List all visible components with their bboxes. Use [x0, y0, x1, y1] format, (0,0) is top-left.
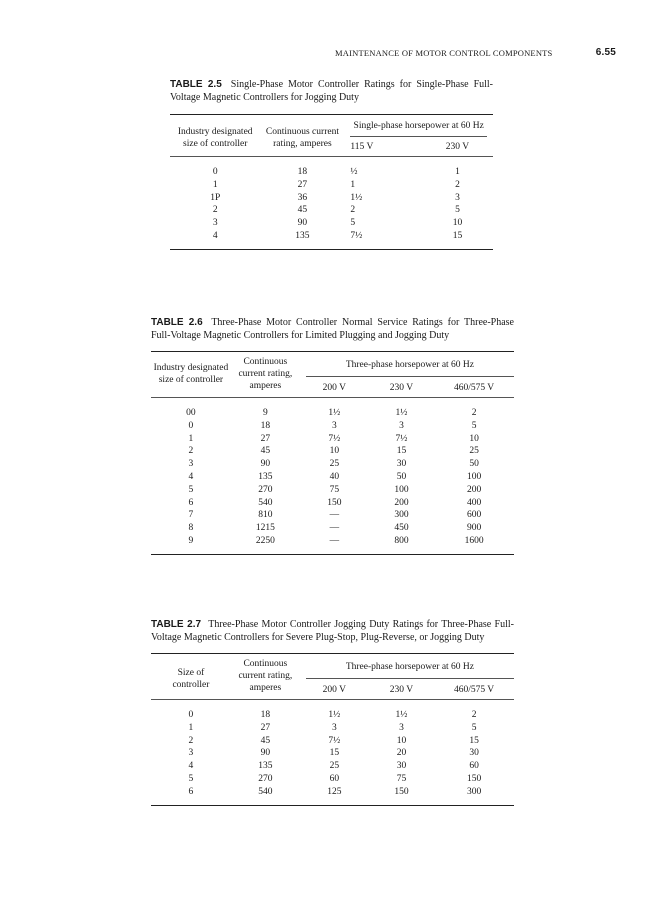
table-cell: 2	[455, 179, 460, 190]
table-cell: 7½	[395, 433, 408, 444]
table-row	[170, 217, 493, 230]
sub-header: 200 V	[300, 382, 369, 398]
table-row	[151, 786, 514, 805]
table-cell: 18	[260, 420, 271, 431]
table-2-7	[151, 618, 514, 806]
table-cell: 1	[212, 179, 218, 190]
table-cell: 2	[471, 710, 477, 720]
table-cell: 15	[396, 446, 407, 457]
table-cell: 810	[258, 510, 273, 521]
table-cell: 30	[396, 761, 407, 772]
table-cell: 60	[329, 773, 340, 784]
table-row	[151, 420, 514, 433]
table-cell: 3	[399, 722, 404, 733]
table-cell: 135	[260, 230, 344, 249]
table-cell: 7½	[328, 735, 341, 746]
data-table	[151, 653, 514, 806]
table-cell: 27	[260, 433, 271, 444]
table-row	[151, 722, 514, 735]
table-cell: 6	[151, 786, 231, 805]
col-header-current: Continuous current rating, amperes	[231, 654, 300, 700]
table-row	[151, 509, 514, 522]
table-cell: 7½	[328, 433, 341, 444]
table-cell: 1½	[328, 408, 341, 418]
col-header-size: Size of controller	[151, 654, 231, 700]
table-cell: 25	[469, 446, 479, 457]
table-cell: 1600	[434, 535, 514, 554]
table-cell: 600	[466, 510, 482, 521]
table-cell: 3	[188, 459, 194, 470]
table-cell: 27	[260, 722, 271, 733]
table-cell: 3	[188, 748, 194, 759]
table-cell: 45	[260, 735, 271, 746]
table-cell: 8	[188, 523, 194, 534]
col-header-size: Industry designated size of controller	[170, 115, 260, 157]
table-cell: 60	[469, 761, 479, 772]
table-cell: 90	[260, 748, 271, 759]
table-cell: 5	[471, 420, 477, 431]
table-cell: 7	[188, 510, 194, 521]
table-cell: 2	[188, 735, 194, 746]
table-cell: 800	[369, 535, 434, 554]
table-cell: 20	[396, 748, 407, 759]
table-cell: 1½	[395, 710, 408, 720]
table-row	[151, 535, 514, 554]
sub-header: 115 V	[344, 141, 422, 157]
table-cell: 1215	[255, 523, 275, 534]
table-row	[151, 445, 514, 458]
table-row	[151, 773, 514, 786]
table-caption	[170, 78, 493, 104]
table-row	[170, 179, 493, 192]
table-cell: 9	[262, 408, 268, 418]
table-cell: 3	[331, 722, 337, 733]
table-cell: 50	[396, 471, 407, 482]
table-cell: 10	[469, 433, 479, 444]
table-cell: 6	[188, 497, 194, 508]
sub-header: 230 V	[369, 684, 434, 700]
table-2-5	[170, 78, 493, 250]
table-cell: 1½	[328, 710, 341, 720]
table-row	[151, 484, 514, 497]
table-cell: 2	[350, 205, 356, 216]
table-cell: ½	[350, 167, 358, 177]
table-cell: 900	[466, 523, 482, 534]
table-cell: 40	[329, 471, 340, 482]
table-cell: 15	[422, 230, 493, 249]
table-cell: 18	[260, 710, 271, 720]
page-number: 6.55	[595, 47, 616, 58]
table-cell: 450	[394, 523, 409, 534]
table-cell: 125	[300, 786, 369, 805]
table-row	[151, 458, 514, 471]
table-cell: 150	[369, 786, 434, 805]
table-cell: 4	[170, 230, 260, 249]
sub-header: 460/575 V	[434, 684, 514, 700]
table-row	[151, 398, 514, 420]
table-row	[170, 157, 493, 179]
table-caption	[151, 618, 514, 644]
table-cell: 3	[212, 218, 218, 229]
table-number: TABLE 2.5	[170, 79, 222, 90]
table-cell: 540	[258, 497, 273, 508]
table-cell: 300	[434, 786, 514, 805]
table-cell: 3	[455, 192, 460, 203]
table-cell: 2	[212, 205, 218, 216]
table-cell: 4	[188, 471, 194, 482]
table-row	[170, 192, 493, 205]
table-cell: 75	[396, 773, 407, 784]
table-cell: 150	[327, 497, 342, 508]
table-cell: —	[300, 535, 369, 554]
table-cell: 00	[186, 408, 196, 418]
table-cell: 30	[469, 748, 479, 759]
table-cell: 1	[188, 722, 194, 733]
table-cell: 540	[231, 786, 300, 805]
data-table	[151, 351, 514, 555]
col-header-current: Continuous current rating, amperes	[260, 115, 344, 157]
table-cell: 2250	[231, 535, 300, 554]
table-cell: 10	[396, 735, 407, 746]
table-cell: 36	[297, 192, 308, 203]
sub-header: 230 V	[369, 382, 434, 398]
table-row	[151, 747, 514, 760]
table-2-6	[151, 316, 514, 555]
table-row	[151, 433, 514, 446]
table-cell: 27	[297, 179, 308, 190]
group-header: Single-phase horsepower at 60 Hz	[350, 120, 487, 137]
table-cell: —	[329, 510, 340, 521]
table-cell: 1½	[395, 408, 408, 418]
table-cell: 1	[350, 179, 356, 190]
table-cell: 200	[466, 484, 482, 495]
group-header: Three-phase horsepower at 60 Hz	[306, 661, 514, 679]
table-cell: 25	[329, 761, 340, 772]
table-cell: 200	[394, 497, 409, 508]
table-cell: —	[329, 523, 340, 534]
running-title: MAINTENANCE OF MOTOR CONTROL COMPONENTS	[335, 48, 553, 58]
col-header-current: Continuous current rating, amperes	[231, 352, 300, 398]
table-cell: 2	[188, 446, 194, 457]
table-row	[151, 735, 514, 748]
table-cell: 50	[469, 459, 479, 470]
table-cell: 45	[297, 205, 308, 216]
table-cell: 135	[258, 761, 273, 772]
table-cell: 7½	[344, 230, 422, 249]
sub-header: 460/575 V	[434, 382, 514, 398]
table-cell: 400	[466, 497, 482, 508]
table-cell: 3	[399, 420, 404, 431]
table-cell: 1½	[350, 192, 363, 203]
table-row	[151, 497, 514, 510]
table-cell: 100	[394, 484, 409, 495]
table-number: TABLE 2.6	[151, 317, 203, 328]
table-cell: 5	[188, 484, 194, 495]
table-cell: 5	[455, 205, 460, 216]
table-cell: 30	[396, 459, 407, 470]
table-cell: 100	[466, 471, 482, 482]
table-cell: 1	[455, 167, 460, 177]
table-cell: 45	[260, 446, 271, 457]
table-cell: 0	[188, 710, 194, 720]
table-cell: 3	[331, 420, 337, 431]
table-cell: 90	[260, 459, 271, 470]
sub-header: 230 V	[422, 141, 493, 157]
table-cell: 1P	[210, 192, 221, 203]
sub-header: 200 V	[300, 684, 369, 700]
table-cell: 270	[258, 484, 273, 495]
table-cell: 4	[188, 761, 194, 772]
table-cell: 300	[394, 510, 409, 521]
table-row	[151, 760, 514, 773]
table-cell: 15	[469, 735, 479, 746]
table-cell: 90	[297, 218, 308, 229]
table-cell: 1	[188, 433, 194, 444]
table-row	[151, 522, 514, 535]
table-cell: 0	[212, 167, 218, 177]
table-cell: 75	[329, 484, 340, 495]
table-row	[151, 700, 514, 722]
table-cell: 5	[471, 722, 477, 733]
table-cell: 0	[188, 420, 194, 431]
table-cell: 15	[329, 748, 340, 759]
table-cell: 5	[350, 218, 356, 229]
table-cell: 25	[329, 459, 340, 470]
col-header-size: Industry designated size of controller	[151, 352, 231, 398]
table-cell: 18	[297, 167, 308, 177]
table-row	[151, 471, 514, 484]
group-header: Three-phase horsepower at 60 Hz	[306, 359, 514, 377]
caption-text: Three-Phase Motor Controller Normal Service Ratings for Three-Phase Full-Voltage Magnetic Controllers for Limited Plugging and Jogging Duty	[151, 317, 514, 341]
table-cell: 5	[188, 773, 194, 784]
table-cell: 135	[258, 471, 273, 482]
caption-text: Single-Phase Motor Controller Ratings for Single-Phase Full-Voltage Magnetic Controllers for Jogging Duty	[170, 79, 494, 103]
table-cell: 150	[466, 773, 482, 784]
table-number: TABLE 2.7	[151, 619, 202, 630]
data-table	[170, 114, 493, 250]
table-row	[170, 230, 493, 249]
table-row	[170, 204, 493, 217]
table-cell: 2	[471, 408, 477, 418]
table-cell: 10	[329, 446, 340, 457]
table-cell: 9	[151, 535, 231, 554]
table-cell: 10	[452, 218, 463, 229]
table-caption	[151, 316, 514, 342]
table-cell: 270	[258, 773, 273, 784]
caption-text: Three-Phase Motor Controller Jogging Duty Ratings for Three-Phase Full-Voltage Magnetic Controllers for Severe Plug-Stop, Plug-Reverse, or Jogging Duty	[151, 619, 514, 643]
